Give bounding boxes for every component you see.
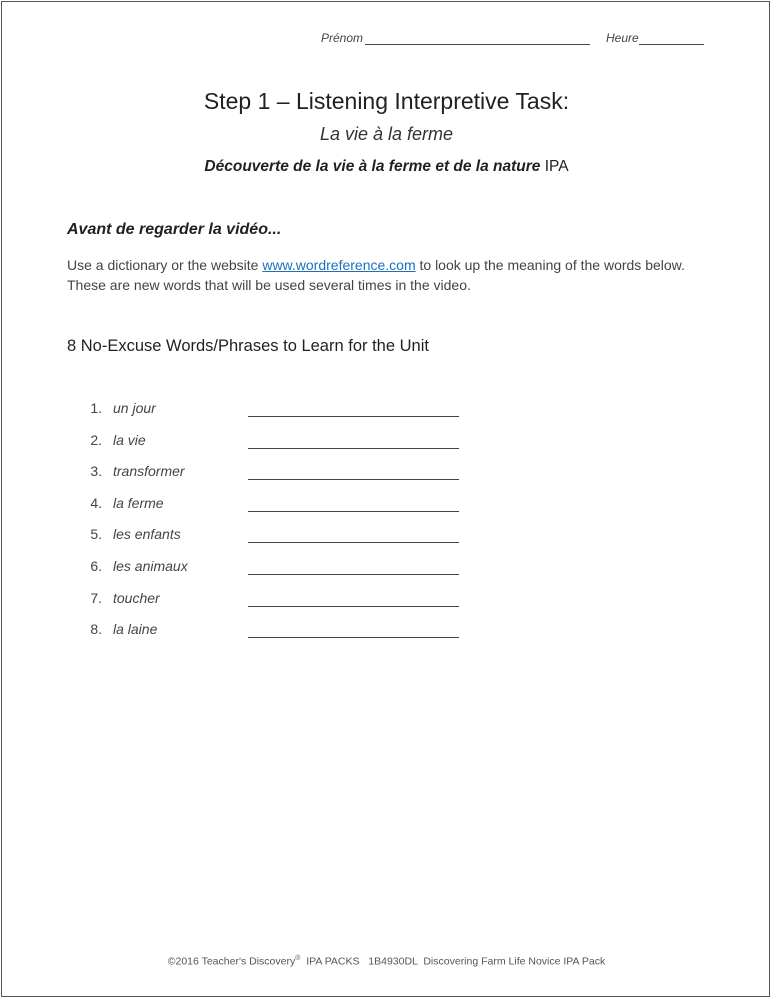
answer-line[interactable] [248,637,459,638]
section-heading: Avant de regarder la vidéo... [67,221,282,238]
word-row [0,400,773,422]
word-row [0,432,773,454]
answer-line[interactable] [248,479,459,480]
footer-copyright: ©2016 Teacher's Discovery [167,955,296,968]
unit-title-main: Découverte de la vie à la ferme et de la nature [204,158,541,175]
footer-details: IPA PACKS 1B4930DL Discovering Farm Life Novice IPA Pack [300,955,606,968]
unit-title-suffix: IPA [544,158,569,175]
word-number: 7. [90,589,102,606]
answer-line[interactable] [248,606,459,607]
word-term: la ferme [113,494,164,511]
page-title: Step 1 – Listening Interpretive Task: [203,88,570,114]
first-name-line[interactable] [365,44,590,45]
word-number: 1. [90,400,102,416]
wordreference-link[interactable]: www.wordreference.com [262,257,416,273]
instructions-paragraph [67,255,707,295]
word-term: la vie [113,431,146,448]
instructions-before-link: Use a dictionary or the website [67,257,263,273]
answer-line[interactable] [248,416,459,417]
word-number: 5. [90,526,102,543]
word-number: 2. [90,431,102,448]
instructions-after-link: to look up the meaning of the words below. These are new words that will be used several times in the video. [67,257,685,293]
time-line[interactable] [639,44,704,45]
word-term: la laine [113,621,158,638]
unit-title [0,158,773,176]
word-number: 8. [90,621,102,638]
page-footer [0,955,773,968]
word-row [0,526,773,548]
word-term: les animaux [113,558,188,574]
registered-mark: ® [295,955,301,962]
word-term: transformer [113,463,185,480]
word-number: 4. [90,494,102,511]
word-row [0,463,773,485]
word-row [0,495,773,517]
answer-line[interactable] [248,511,459,512]
answer-line[interactable] [248,448,459,449]
first-name-label: Prénom [321,31,364,45]
word-term: un jour [113,400,156,416]
word-row [0,590,773,612]
word-number: 3. [90,463,102,480]
word-number: 6. [90,558,102,574]
word-row [0,621,773,643]
word-list-heading: 8 No-Excuse Words/Phrases to Learn for the Unit [67,337,429,355]
word-term: les enfants [113,526,181,543]
answer-line[interactable] [248,542,459,543]
answer-line[interactable] [248,574,459,575]
word-row [0,558,773,580]
page-subtitle: La vie à la ferme [319,124,454,144]
name-time-header [321,31,705,47]
time-label: Heure [606,31,639,45]
word-term: toucher [113,589,160,606]
